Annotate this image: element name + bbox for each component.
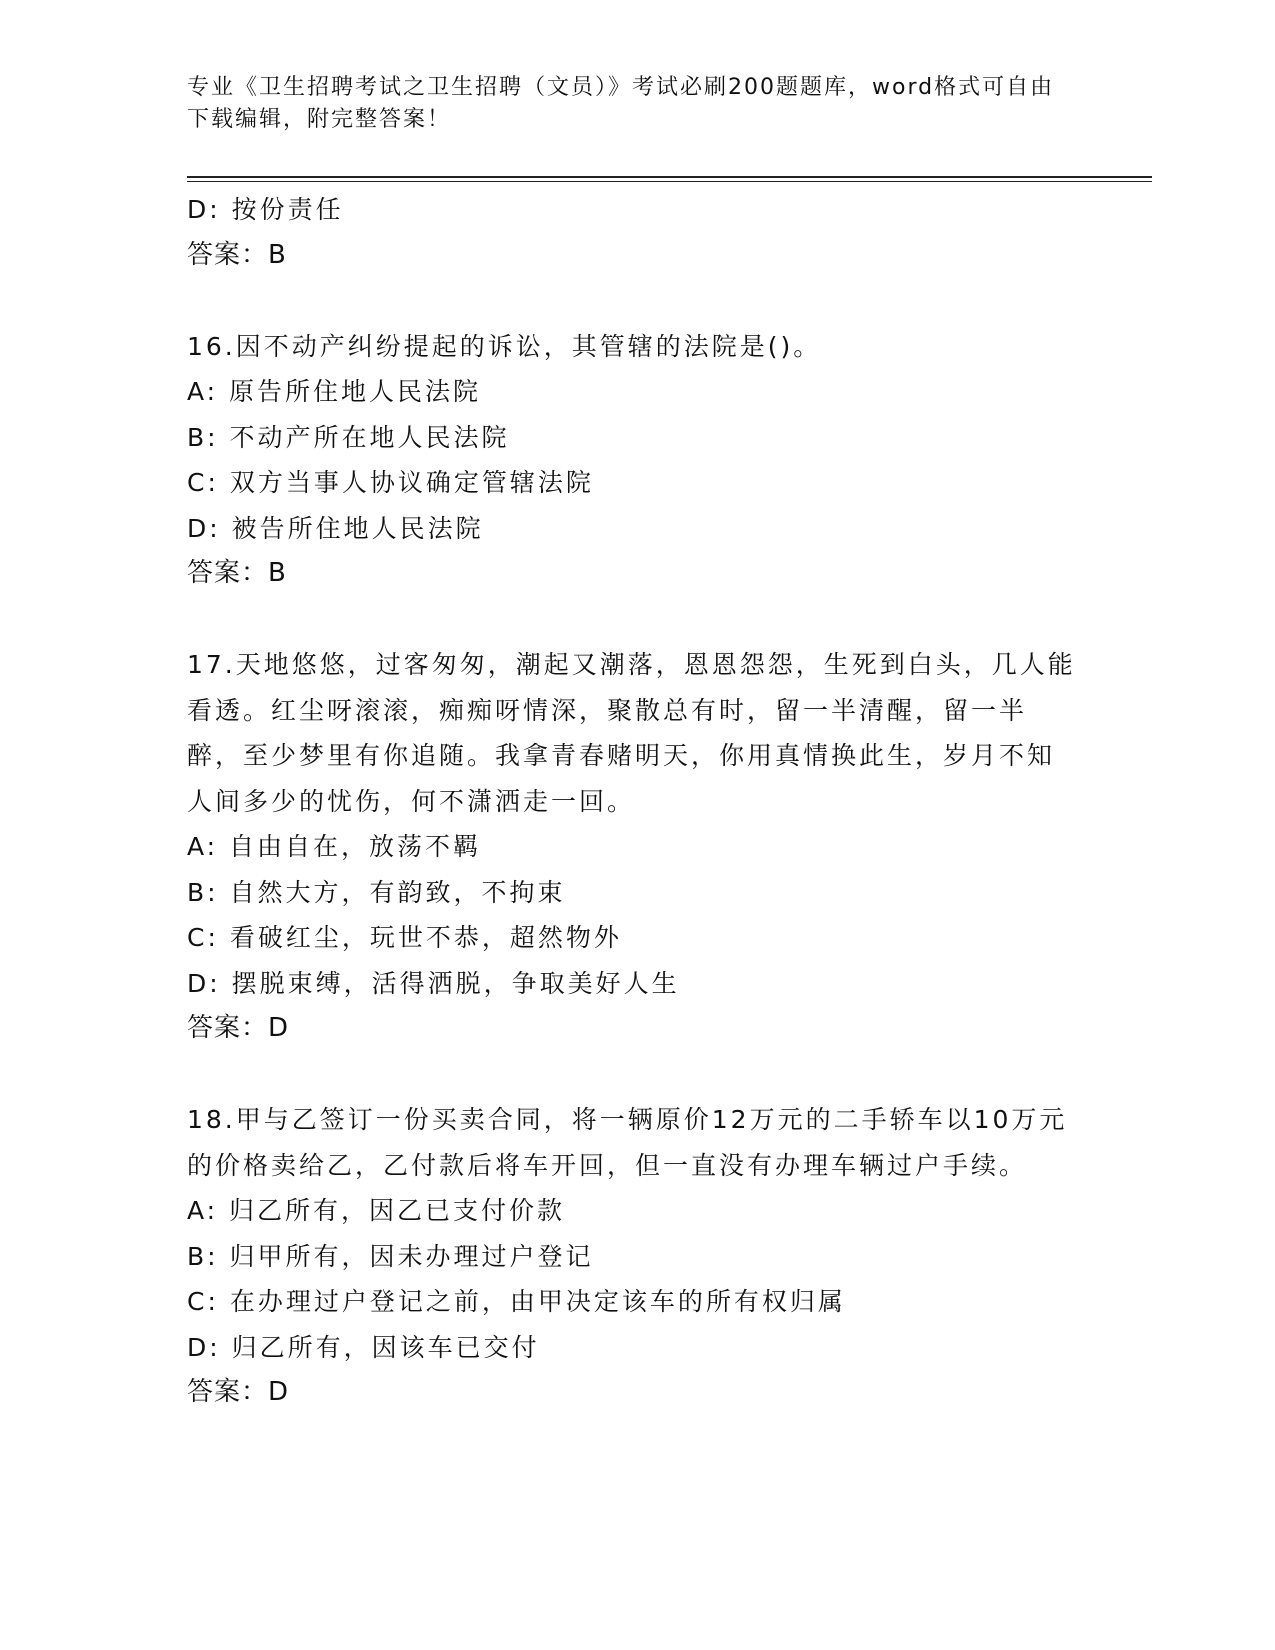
option-d: D: 归乙所有，因该车已交付 — [187, 1332, 540, 1362]
answer-line: 答案：B — [187, 239, 287, 270]
option-c: C: 在办理过户登记之前，由甲决定该车的所有权归属 — [187, 1287, 846, 1316]
option-a: A: 归乙所有，因乙已支付价款 — [187, 1196, 566, 1225]
question-stem: 18.甲与乙签订一份买卖合同，将一辆原价12万元的二手轿车以10万元的价格卖给乙，乙付款后将车开回，但一直没有办理车辆过户手续。 — [187, 1105, 1068, 1180]
option-d: D: 被告所住地人民法院 — [187, 513, 484, 543]
header-divider — [187, 176, 1152, 178]
document-header: 专业《卫生招聘考试之卫生招聘（文员）》考试必刷200题题库，word格式可自由下载编辑，附完整答案！ — [187, 75, 1055, 132]
question-stem: 16.因不动产纠纷提起的诉讼，其管辖的法院是()。 — [187, 331, 822, 361]
spacer — [187, 278, 1087, 324]
spacer — [187, 597, 1087, 643]
question-list — [187, 187, 1087, 1416]
option-b: B: 不动产所在地人民法院 — [187, 422, 510, 452]
question-block-17 — [187, 642, 1087, 1052]
answer-line: 答案：D — [187, 1377, 290, 1407]
question-stem: 17.天地悠悠，过客匆匆，潮起又潮落，恩恩怨怨，生死到白头，几人能看透。红尘呀滚滚，痴痴呀情深，聚散总有时，留一半清醒，留一半醉，至少梦里有你追随。我拿青春赌明天，你用真情换此生，岁月不知人间多少的忧伤，何不潇洒走一回。 — [187, 650, 1076, 816]
option-a: A: 自由自在，放荡不羁 — [187, 832, 482, 861]
question-block-16 — [187, 324, 1087, 597]
option-d: D: 摆脱束缚，活得洒脱，争取美好人生 — [187, 968, 680, 998]
spacer — [187, 1052, 1087, 1098]
answer-line: 答案：D — [187, 1013, 290, 1043]
question-block-18 — [187, 1097, 1087, 1416]
option-b: B: 自然大方，有韵致，不拘束 — [187, 877, 566, 907]
answer-line: 答案：B — [187, 558, 287, 588]
option-d: D: 按份责任 — [187, 195, 344, 224]
option-c: C: 看破红尘，玩世不恭，超然物外 — [187, 923, 622, 952]
option-a: A: 原告所住地人民法院 — [187, 377, 482, 406]
question-block-15 — [187, 187, 1087, 278]
option-b: B: 归甲所有，因未办理过户登记 — [187, 1241, 594, 1271]
option-c: C: 双方当事人协议确定管辖法院 — [187, 468, 594, 497]
header-divider-thin — [187, 181, 1152, 182]
